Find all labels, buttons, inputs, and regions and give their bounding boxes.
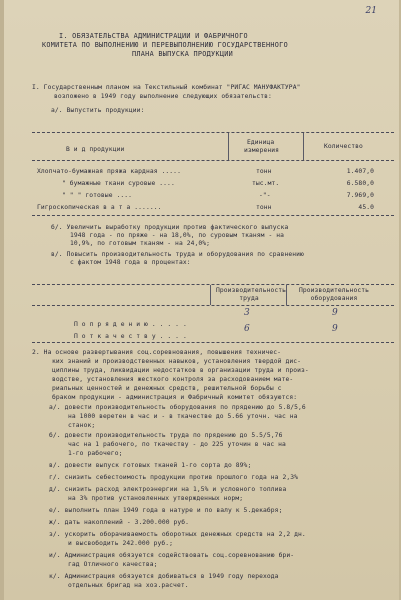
table2-bottom-rule xyxy=(32,342,394,343)
item-v-line-1: в/. Повысить производительность труда и оборудования по сравнению xyxy=(51,251,304,258)
section2-line-4: водстве, установления жесткого контроля за расходованием мате- xyxy=(52,376,294,383)
table1-divider-2 xyxy=(303,133,304,160)
row-labor-value: 3 xyxy=(244,308,250,318)
row-qty: 7.969,0 xyxy=(346,192,374,199)
table1-header-product: В и д продукции xyxy=(66,146,125,153)
section2-line-2: ких знаний и производственных навыков, установления твердой дис- xyxy=(52,358,302,365)
table2-header-rule xyxy=(32,305,394,306)
table2-header-labor: Производительность труда xyxy=(216,287,287,302)
row-equipment-value: 9 xyxy=(332,324,338,334)
table1-divider-1 xyxy=(228,133,229,160)
obligation-k-2: отдельных бригад на хоз.расчет. xyxy=(68,582,189,589)
row-unit: тонн xyxy=(256,168,272,175)
table2-divider-2 xyxy=(286,285,287,305)
section2-line-6: браком продукции - администрация и Фабричный комитет обязуются: xyxy=(52,394,298,401)
row-product: Хлопчато-бумажная пряжа кардная ..... xyxy=(37,168,181,175)
section1-intro-2: возложено в 1949 году выполнение следующих обязательств: xyxy=(54,93,272,100)
item-b-line-1: б/. Увеличить выработку продукции против фактического выпуска xyxy=(51,224,289,231)
obligation-b-3: 1-го рабочего; xyxy=(68,450,123,457)
title-line-1: I. ОБЯЗАТЕЛЬСТВА АДМИНИСТРАЦИИ И ФАБРИЧНОГО xyxy=(59,32,248,40)
item-b-line-3: 10,9%, по готовым тканям - на 24,0%; xyxy=(70,240,211,247)
table2-divider-1 xyxy=(210,285,211,305)
section1-item-a: а/. Выпустить продукции: xyxy=(51,107,145,114)
obligation-d-2: на 3% против установленных утвержденных норм; xyxy=(68,495,244,502)
obligation-i-2: гад Отличного качества; xyxy=(68,561,158,568)
table1-header-qty: Количество xyxy=(324,143,363,150)
row-product: Гигроскопическая в а т а ....... xyxy=(37,204,162,211)
obligation-d-1: д/. снизить расход электроэнергии на 1,5% и условного топлива xyxy=(49,486,287,493)
row-qty: 6.580,0 xyxy=(346,180,374,187)
section1-intro-1: I. Государственным планом на Текстильный комбинат "РИГАС МАНУФАКТУРА" xyxy=(32,84,301,91)
table1-header-unit-2: измерения xyxy=(244,147,280,154)
page-number: 21 xyxy=(365,6,377,16)
row-unit: тонн xyxy=(256,204,272,211)
table1-header-unit-1: Единица xyxy=(247,139,275,146)
row-unit: -"- xyxy=(259,192,271,199)
table2-top-rule xyxy=(32,284,394,285)
row-process: П о т к а ч е с т в у . . . . xyxy=(74,333,187,340)
table2-header-equipment: Производительность оборудования xyxy=(298,287,370,302)
row-equipment-value: 9 xyxy=(332,308,338,318)
obligation-b-2: час на 1 рабочего, по ткачеству - до 225 уточин в час на xyxy=(68,441,286,448)
obligation-a-1: а/. довести производительность оборудования по прядению до 5.8/5,6 xyxy=(49,404,306,411)
table1-bottom-rule xyxy=(32,215,394,216)
row-process: П о п р я д е н и ю . . . . . xyxy=(74,321,187,328)
obligation-b-1: б/. довести производительность труда по прядению до 5.5/5,76 xyxy=(49,432,283,439)
obligation-v: в/. довести выпуск готовых тканей 1-го сорта до 89%; xyxy=(49,462,252,469)
obligation-i-1: и/. Администрация обязуется содействовать соц.соревнованию бри- xyxy=(49,552,295,559)
title-line-3: ПЛАНА ВЫПУСКА ПРОДУКЦИИ xyxy=(132,50,234,58)
table1-top-rule xyxy=(32,132,394,133)
obligation-a-2: на 1000 веретен в час и - в ткачестве до 5.66 уточн. час на xyxy=(68,413,298,420)
obligation-a-3: станок; xyxy=(68,422,96,429)
obligation-zh: ж/. дать накоплений - 3.200.000 руб. xyxy=(49,519,190,526)
section2-line-1: 2. На основе развертывания соц.соревнования, повышения техничес- xyxy=(32,349,282,356)
row-qty: 45.0 xyxy=(358,204,374,211)
item-b-line-2: 1948 года - по пряже - на 18,0%, по суровым тканям - на xyxy=(70,232,285,239)
row-unit: тыс.мт. xyxy=(252,180,280,187)
section2-line-5: риальных ценностей и денежных средств, решительной борьбы с xyxy=(52,385,282,392)
obligation-z-1: з/. ускорить оборачиваемость оборотных денежных средств на 2,2 дн. xyxy=(49,531,306,538)
row-qty: 1.407,0 xyxy=(346,168,374,175)
table1-header-rule xyxy=(32,160,394,161)
obligation-k-1: к/. Администрация обязуется добиваться в 1949 году перехода xyxy=(49,573,279,580)
row-product: " " " готовые .... xyxy=(62,192,133,199)
row-labor-value: 6 xyxy=(244,324,250,334)
obligation-g: г/. снизить себестоимость продукции против прошлого года на 2,3% xyxy=(49,474,299,481)
obligation-e: е/. выполнить план 1949 года в натуре и по валу к 5.декабря; xyxy=(49,507,283,514)
section2-line-3: циплины труда, ликвидации недостатков в организации труда и произ- xyxy=(52,367,309,374)
item-v-line-2: с фактом 1948 года в процентах: xyxy=(70,259,191,266)
title-line-2: КОМИТЕТА ПО ВЫПОЛНЕНИЮ И ПЕРЕВЫПОЛНЕНИЮ ГОСУДАРСТВЕННОГО xyxy=(42,41,288,49)
row-product: " бумажные ткани суровые .... xyxy=(62,180,175,187)
obligation-z-2: и высвободить 242.000 руб.; xyxy=(68,540,174,547)
